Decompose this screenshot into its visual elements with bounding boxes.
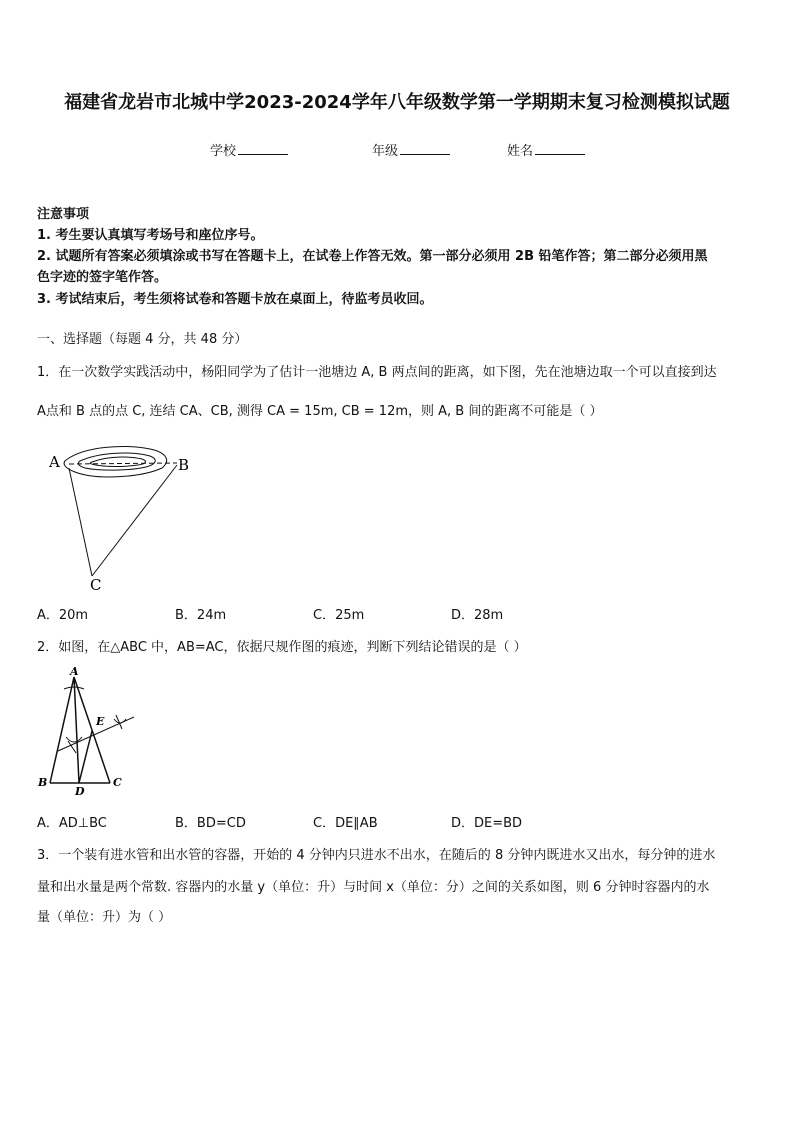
page-title: 福建省龙岩市北城中学2023-2024学年八年级数学第一学期期末复习检测模拟试题 (64, 92, 730, 113)
arc-right (114, 719, 126, 723)
segment-bc (92, 465, 177, 576)
label-b: B (178, 456, 190, 474)
school-blank (238, 142, 288, 155)
q2-option-a[interactable]: A．AD⊥BC (37, 816, 107, 831)
grade-label: 年级 (372, 144, 399, 159)
section-heading: 一、选择题（每题 4 分，共 48 分） (37, 332, 248, 347)
notes-heading: 注意事项 (37, 207, 90, 222)
pond-outline-middle (78, 453, 155, 470)
q1-option-c[interactable]: C．25m (313, 608, 365, 623)
name-label: 姓名 (507, 144, 534, 159)
tri-label-d: D (75, 785, 85, 795)
q1-option-b[interactable]: B．24m (175, 608, 227, 623)
name-blank (535, 142, 585, 155)
note-item-2-cont: 色字迹的签字笔作答。 (37, 270, 168, 285)
note-item-3: 3. 考试结束后，考生须将试卷和答题卡放在桌面上，待监考员收回。 (37, 292, 433, 307)
note-item-1: 1. 考生要认真填写考场号和座位序号。 (37, 228, 264, 243)
q1-line-2: A点和 B 点的点 C, 连结 CA、CB, 测得 CA = 15m, CB = 12m，则 A, B 间的距离不可能是（ ） (37, 404, 603, 419)
q2-option-d[interactable]: D．DE=BD (451, 816, 523, 831)
q1-option-d[interactable]: D．28m (451, 608, 504, 623)
school-label: 学校 (210, 144, 237, 159)
tri-label-a: A (70, 665, 79, 678)
cross-mark-left (68, 741, 76, 753)
q2-line-1: 2．如图，在△ABC 中，AB=AC，依据尺规作图的痕迹，判断下列结论错误的是（ ） (37, 640, 527, 655)
tri-label-b: B (38, 776, 48, 789)
q3-line-1: 3．一个装有进水管和出水管的容器，开始的 4 分钟内只进水不出水，在随后的 8 分钟内既进水又出水，每分钟的进水 (37, 848, 716, 863)
note-item-2: 2. 试题所有答案必须填涂或书写在答题卡上，在试卷上作答无效。第一部分必须用 2B 铅笔作答；第二部分必须用黑 (37, 249, 708, 264)
side-ab (50, 677, 74, 783)
label-a: A (49, 453, 60, 471)
segment-ad (74, 677, 79, 783)
pond-figure (40, 440, 210, 595)
triangle-figure (30, 665, 140, 795)
grade-blank (400, 142, 450, 155)
q2-option-c[interactable]: C．DE∥AB (313, 816, 378, 831)
q2-option-b[interactable]: B．BD=CD (175, 816, 246, 831)
label-c: C (90, 576, 102, 594)
tri-label-c: C (113, 776, 122, 789)
segment-ac (69, 468, 92, 576)
segment-ab (69, 463, 177, 464)
q1-option-a[interactable]: A．20m (37, 608, 89, 623)
q3-line-3: 量（单位：升）为（ ） (37, 910, 172, 925)
name-field (507, 140, 585, 159)
school-field (210, 140, 288, 159)
q1-line-1: 1．在一次数学实践活动中，杨阳同学为了估计一池塘边 A, B 两点间的距离，如下图，先在池塘边取一个可以直接到达 (37, 365, 717, 380)
pond-outline-inner (90, 457, 145, 466)
tri-label-e: E (96, 715, 105, 728)
grade-field (372, 140, 450, 159)
q3-line-2: 量和出水量是两个常数. 容器内的水量 y（单位：升）与时间 x（单位：分）之间的关系如图，则 6 分钟时容器内的水 (37, 880, 710, 895)
